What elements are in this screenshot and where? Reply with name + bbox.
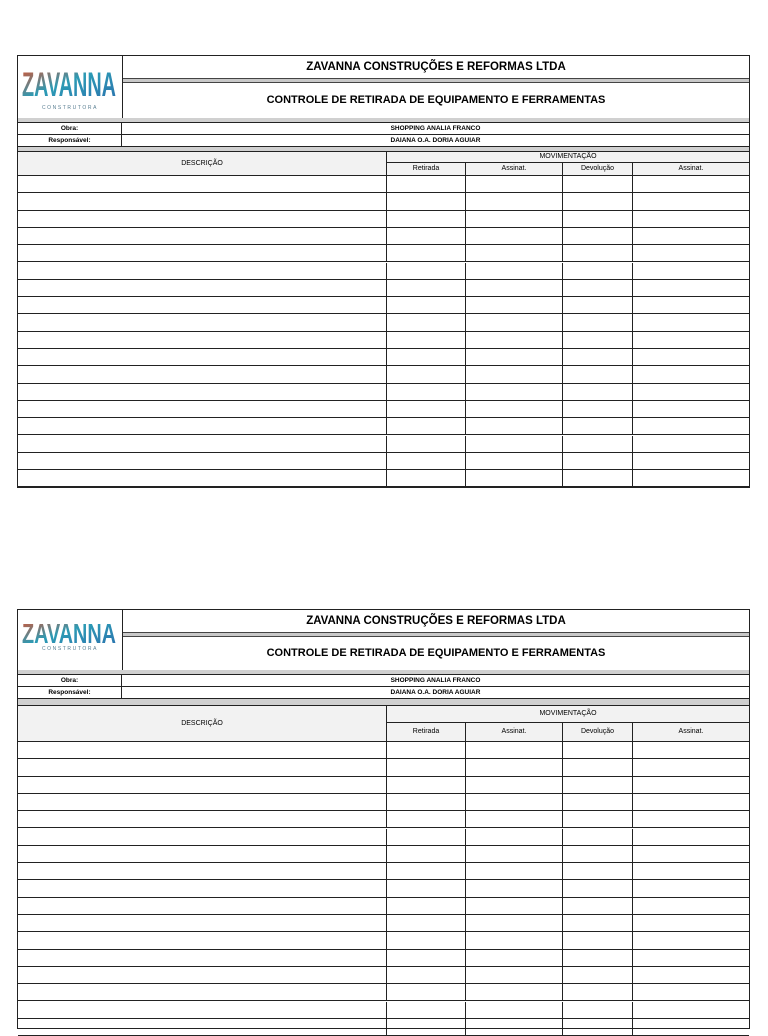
cell-descricao[interactable] xyxy=(18,880,387,896)
table-row xyxy=(18,1019,749,1036)
column-header-assinat-2: Assinat. xyxy=(678,165,704,172)
cell-assinat-2[interactable] xyxy=(633,193,749,209)
cell-assinat-2[interactable] xyxy=(633,263,749,279)
cell-descricao[interactable] xyxy=(18,297,387,313)
cell-devolucao[interactable] xyxy=(563,453,633,469)
table-row xyxy=(18,470,749,487)
cell-assinat-2[interactable] xyxy=(633,418,749,434)
cell-retirada[interactable] xyxy=(387,742,466,758)
cell-devolucao[interactable] xyxy=(563,742,633,758)
info-row-obra xyxy=(18,675,749,687)
table-row xyxy=(18,418,749,435)
cell-retirada[interactable] xyxy=(387,436,466,452)
cell-descricao[interactable] xyxy=(18,742,387,758)
column-header-descricao: DESCRIÇÃO xyxy=(18,152,387,175)
table-row xyxy=(18,228,749,245)
cell-retirada[interactable] xyxy=(387,863,466,879)
cell-assinat-1[interactable] xyxy=(466,418,563,434)
cell-devolucao[interactable] xyxy=(563,176,633,192)
cell-retirada[interactable] xyxy=(387,280,466,296)
cell-assinat-1[interactable] xyxy=(466,366,563,382)
cell-assinat-1[interactable] xyxy=(466,211,563,227)
cell-assinat-2[interactable] xyxy=(633,349,749,365)
table-row xyxy=(18,967,749,984)
cell-retirada[interactable] xyxy=(387,950,466,966)
cell-assinat-1[interactable] xyxy=(466,280,563,296)
cell-assinat-2[interactable] xyxy=(633,453,749,469)
cell-assinat-1[interactable] xyxy=(466,863,563,879)
cell-assinat-1[interactable] xyxy=(466,453,563,469)
cell-devolucao[interactable] xyxy=(563,297,633,313)
table-row xyxy=(18,811,749,828)
cell-assinat-2[interactable] xyxy=(633,950,749,966)
cell-assinat-2[interactable] xyxy=(633,932,749,948)
cell-retirada[interactable] xyxy=(387,759,466,775)
column-header-assinat-2: Assinat. xyxy=(678,728,704,735)
table-header xyxy=(18,152,749,176)
cell-retirada[interactable] xyxy=(387,811,466,827)
cell-devolucao[interactable] xyxy=(563,880,633,896)
cell-retirada[interactable] xyxy=(387,332,466,348)
cell-descricao[interactable] xyxy=(18,759,387,775)
column-header-retirada: Retirada xyxy=(387,723,466,741)
column-header-descricao: DESCRIÇÃO xyxy=(18,706,387,741)
table-row xyxy=(18,401,749,418)
column-header-assinat-1: Assinat. xyxy=(466,723,563,741)
table-row xyxy=(18,932,749,949)
cell-assinat-2[interactable] xyxy=(633,314,749,330)
table-row xyxy=(18,193,749,210)
cell-assinat-2[interactable] xyxy=(633,332,749,348)
cell-devolucao[interactable] xyxy=(563,211,633,227)
cell-retirada[interactable] xyxy=(387,453,466,469)
cell-retirada[interactable] xyxy=(387,176,466,192)
cell-retirada[interactable] xyxy=(387,245,466,261)
table-row xyxy=(18,314,749,331)
cell-assinat-1[interactable] xyxy=(466,811,563,827)
cell-descricao[interactable] xyxy=(18,898,387,914)
cell-retirada[interactable] xyxy=(387,384,466,400)
table-row xyxy=(18,280,749,297)
cell-assinat-1[interactable] xyxy=(466,829,563,845)
cell-retirada[interactable] xyxy=(387,846,466,862)
cell-descricao[interactable] xyxy=(18,863,387,879)
cell-assinat-1[interactable] xyxy=(466,759,563,775)
cell-devolucao[interactable] xyxy=(563,349,633,365)
cell-retirada[interactable] xyxy=(387,228,466,244)
table-row xyxy=(18,759,749,776)
cell-assinat-1[interactable] xyxy=(466,228,563,244)
cell-assinat-2[interactable] xyxy=(633,863,749,879)
cell-assinat-2[interactable] xyxy=(633,280,749,296)
cell-descricao[interactable] xyxy=(18,915,387,931)
cell-descricao[interactable] xyxy=(18,349,387,365)
cell-devolucao[interactable] xyxy=(563,829,633,845)
cell-retirada[interactable] xyxy=(387,1002,466,1018)
obra-value: SHOPPING ANALIA FRANCO xyxy=(390,125,481,132)
cell-devolucao[interactable] xyxy=(563,418,633,434)
logo-wordmark: ZAVANNA xyxy=(22,618,116,649)
table-row xyxy=(18,846,749,863)
cell-devolucao[interactable] xyxy=(563,898,633,914)
table-row xyxy=(18,297,749,314)
cell-descricao[interactable] xyxy=(18,846,387,862)
cell-assinat-1[interactable] xyxy=(466,314,563,330)
cell-descricao[interactable] xyxy=(18,453,387,469)
cell-devolucao[interactable] xyxy=(563,1002,633,1018)
table-header xyxy=(18,706,749,742)
logo-subtitle: CONSTRUTORA xyxy=(41,105,99,111)
cell-assinat-2[interactable] xyxy=(633,915,749,931)
table-row xyxy=(18,1002,749,1019)
table-row xyxy=(18,332,749,349)
column-header-assinat-1: Assinat. xyxy=(466,163,563,175)
cell-devolucao[interactable] xyxy=(563,366,633,382)
cell-devolucao[interactable] xyxy=(563,470,633,486)
table-row xyxy=(18,453,749,470)
table-row xyxy=(18,384,749,401)
cell-assinat-1[interactable] xyxy=(466,950,563,966)
column-header-retirada: Retirada xyxy=(387,163,466,175)
cell-descricao[interactable] xyxy=(18,263,387,279)
cell-devolucao[interactable] xyxy=(563,984,633,1000)
cell-devolucao[interactable] xyxy=(563,932,633,948)
table-row xyxy=(18,950,749,967)
cell-assinat-2[interactable] xyxy=(633,794,749,810)
table-row xyxy=(18,742,749,759)
logo-subtitle: CONSTRUTORA xyxy=(41,646,99,652)
cell-assinat-1[interactable] xyxy=(466,880,563,896)
cell-descricao[interactable] xyxy=(18,366,387,382)
section-band xyxy=(18,699,749,706)
info-row-responsavel xyxy=(18,135,749,147)
table-row xyxy=(18,777,749,794)
cell-assinat-2[interactable] xyxy=(633,777,749,793)
form-header xyxy=(18,56,749,119)
cell-assinat-2[interactable] xyxy=(633,297,749,313)
cell-devolucao[interactable] xyxy=(563,436,633,452)
cell-assinat-2[interactable] xyxy=(633,470,749,486)
obra-label: Obra: xyxy=(18,123,122,134)
cell-retirada[interactable] xyxy=(387,401,466,417)
table-row xyxy=(18,211,749,228)
cell-assinat-2[interactable] xyxy=(633,176,749,192)
cell-descricao[interactable] xyxy=(18,1019,387,1035)
cell-assinat-2[interactable] xyxy=(633,384,749,400)
responsavel-label: Responsável: xyxy=(18,687,122,698)
cell-assinat-1[interactable] xyxy=(466,470,563,486)
cell-descricao[interactable] xyxy=(18,984,387,1000)
table-row xyxy=(18,176,749,193)
cell-assinat-2[interactable] xyxy=(633,967,749,983)
cell-assinat-1[interactable] xyxy=(466,193,563,209)
cell-assinat-2[interactable] xyxy=(633,880,749,896)
company-name: ZAVANNA CONSTRUÇÕES E REFORMAS LTDA xyxy=(306,615,566,627)
cell-assinat-1[interactable] xyxy=(466,794,563,810)
cell-assinat-1[interactable] xyxy=(466,401,563,417)
company-name: ZAVANNA CONSTRUÇÕES E REFORMAS LTDA xyxy=(306,61,566,73)
cell-assinat-2[interactable] xyxy=(633,401,749,417)
cell-assinat-1[interactable] xyxy=(466,984,563,1000)
column-group-movimentacao: MOVIMENTAÇÃO xyxy=(387,152,749,163)
cell-devolucao[interactable] xyxy=(563,759,633,775)
cell-retirada[interactable] xyxy=(387,915,466,931)
cell-retirada[interactable] xyxy=(387,932,466,948)
table-row xyxy=(18,263,749,280)
table-row xyxy=(18,915,749,932)
cell-devolucao[interactable] xyxy=(563,1019,633,1035)
cell-assinat-1[interactable] xyxy=(466,1002,563,1018)
logo-cell xyxy=(18,56,123,118)
table-row xyxy=(18,829,749,846)
table-row xyxy=(18,794,749,811)
cell-assinat-1[interactable] xyxy=(466,777,563,793)
form-header xyxy=(18,610,749,671)
cell-assinat-1[interactable] xyxy=(466,176,563,192)
table-row xyxy=(18,898,749,915)
cell-descricao[interactable] xyxy=(18,418,387,434)
table-row xyxy=(18,984,749,1001)
cell-descricao[interactable] xyxy=(18,401,387,417)
cell-devolucao[interactable] xyxy=(563,280,633,296)
cell-descricao[interactable] xyxy=(18,245,387,261)
cell-devolucao[interactable] xyxy=(563,950,633,966)
info-row-responsavel xyxy=(18,687,749,699)
cell-assinat-2[interactable] xyxy=(633,245,749,261)
cell-devolucao[interactable] xyxy=(563,228,633,244)
responsavel-value: DAIANA O.A. DORIA AGUIAR xyxy=(390,137,481,144)
column-header-devolucao: Devolução xyxy=(563,163,633,175)
cell-retirada[interactable] xyxy=(387,1019,466,1035)
cell-retirada[interactable] xyxy=(387,984,466,1000)
cell-assinat-2[interactable] xyxy=(633,829,749,845)
cell-retirada[interactable] xyxy=(387,211,466,227)
cell-descricao[interactable] xyxy=(18,280,387,296)
cell-devolucao[interactable] xyxy=(563,794,633,810)
cell-descricao[interactable] xyxy=(18,314,387,330)
cell-retirada[interactable] xyxy=(387,967,466,983)
cell-assinat-1[interactable] xyxy=(466,263,563,279)
cell-assinat-1[interactable] xyxy=(466,349,563,365)
cell-assinat-2[interactable] xyxy=(633,898,749,914)
obra-value: SHOPPING ANALIA FRANCO xyxy=(390,677,481,684)
cell-descricao[interactable] xyxy=(18,436,387,452)
cell-descricao[interactable] xyxy=(18,176,387,192)
cell-devolucao[interactable] xyxy=(563,245,633,261)
cell-retirada[interactable] xyxy=(387,829,466,845)
cell-devolucao[interactable] xyxy=(563,384,633,400)
cell-assinat-2[interactable] xyxy=(633,742,749,758)
cell-retirada[interactable] xyxy=(387,314,466,330)
form-title: CONTROLE DE RETIRADA DE EQUIPAMENTO E FERRAMENTAS xyxy=(266,94,606,106)
cell-assinat-1[interactable] xyxy=(466,967,563,983)
zavanna-logo xyxy=(21,616,119,650)
cell-assinat-1[interactable] xyxy=(466,846,563,862)
cell-descricao[interactable] xyxy=(18,332,387,348)
cell-assinat-2[interactable] xyxy=(633,759,749,775)
cell-retirada[interactable] xyxy=(387,418,466,434)
cell-retirada[interactable] xyxy=(387,898,466,914)
table-row xyxy=(18,436,749,453)
responsavel-label: Responsável: xyxy=(18,135,122,146)
cell-descricao[interactable] xyxy=(18,211,387,227)
cell-devolucao[interactable] xyxy=(563,811,633,827)
cell-assinat-1[interactable] xyxy=(466,297,563,313)
cell-descricao[interactable] xyxy=(18,470,387,486)
cell-descricao[interactable] xyxy=(18,829,387,845)
cell-devolucao[interactable] xyxy=(563,401,633,417)
cell-assinat-2[interactable] xyxy=(633,228,749,244)
responsavel-value: DAIANA O.A. DORIA AGUIAR xyxy=(390,689,481,696)
cell-retirada[interactable] xyxy=(387,366,466,382)
cell-assinat-2[interactable] xyxy=(633,1019,749,1035)
cell-retirada[interactable] xyxy=(387,349,466,365)
logo-cell xyxy=(18,610,123,670)
cell-assinat-1[interactable] xyxy=(466,898,563,914)
cell-assinat-2[interactable] xyxy=(633,811,749,827)
form-sheet-1 xyxy=(17,55,750,488)
cell-retirada[interactable] xyxy=(387,880,466,896)
cell-devolucao[interactable] xyxy=(563,263,633,279)
cell-retirada[interactable] xyxy=(387,263,466,279)
cell-devolucao[interactable] xyxy=(563,967,633,983)
cell-assinat-1[interactable] xyxy=(466,742,563,758)
zavanna-logo xyxy=(21,62,119,102)
cell-retirada[interactable] xyxy=(387,193,466,209)
cell-assinat-2[interactable] xyxy=(633,211,749,227)
cell-assinat-1[interactable] xyxy=(466,332,563,348)
cell-assinat-2[interactable] xyxy=(633,846,749,862)
cell-devolucao[interactable] xyxy=(563,193,633,209)
cell-devolucao[interactable] xyxy=(563,777,633,793)
form-title: CONTROLE DE RETIRADA DE EQUIPAMENTO E FERRAMENTAS xyxy=(266,647,606,659)
cell-assinat-1[interactable] xyxy=(466,932,563,948)
form-sheet-2 xyxy=(17,609,750,1029)
logo-wordmark: ZAVANNA xyxy=(22,66,116,102)
column-group-movimentacao: MOVIMENTAÇÃO xyxy=(387,706,749,723)
cell-assinat-1[interactable] xyxy=(466,384,563,400)
cell-descricao[interactable] xyxy=(18,193,387,209)
cell-retirada[interactable] xyxy=(387,777,466,793)
cell-descricao[interactable] xyxy=(18,967,387,983)
table-row xyxy=(18,245,749,262)
cell-assinat-1[interactable] xyxy=(466,245,563,261)
cell-assinat-1[interactable] xyxy=(466,915,563,931)
cell-descricao[interactable] xyxy=(18,1002,387,1018)
cell-devolucao[interactable] xyxy=(563,863,633,879)
table-row xyxy=(18,880,749,897)
cell-devolucao[interactable] xyxy=(563,915,633,931)
cell-assinat-1[interactable] xyxy=(466,1019,563,1035)
cell-descricao[interactable] xyxy=(18,932,387,948)
cell-descricao[interactable] xyxy=(18,384,387,400)
cell-devolucao[interactable] xyxy=(563,846,633,862)
info-row-obra xyxy=(18,123,749,135)
cell-descricao[interactable] xyxy=(18,777,387,793)
table-row xyxy=(18,863,749,880)
cell-assinat-2[interactable] xyxy=(633,366,749,382)
cell-devolucao[interactable] xyxy=(563,314,633,330)
cell-assinat-2[interactable] xyxy=(633,436,749,452)
cell-devolucao[interactable] xyxy=(563,332,633,348)
cell-descricao[interactable] xyxy=(18,950,387,966)
cell-retirada[interactable] xyxy=(387,470,466,486)
cell-descricao[interactable] xyxy=(18,228,387,244)
cell-assinat-1[interactable] xyxy=(466,436,563,452)
header-band xyxy=(123,78,749,83)
cell-assinat-2[interactable] xyxy=(633,1002,749,1018)
cell-retirada[interactable] xyxy=(387,794,466,810)
table-row xyxy=(18,366,749,383)
cell-retirada[interactable] xyxy=(387,297,466,313)
cell-descricao[interactable] xyxy=(18,811,387,827)
table-row xyxy=(18,349,749,366)
obra-label: Obra: xyxy=(18,675,122,686)
column-header-devolucao: Devolução xyxy=(563,723,633,741)
cell-descricao[interactable] xyxy=(18,794,387,810)
cell-assinat-2[interactable] xyxy=(633,984,749,1000)
